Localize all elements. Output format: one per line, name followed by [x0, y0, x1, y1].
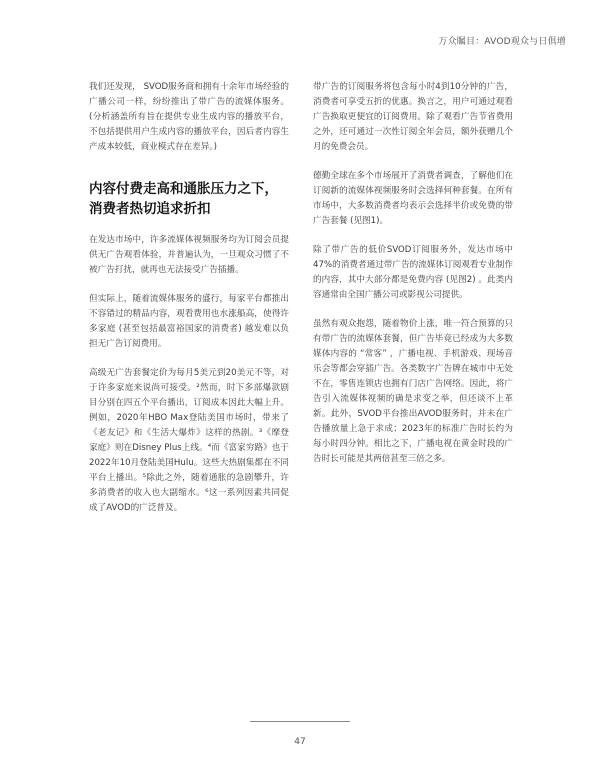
body-paragraph: 高级无广告套餐定价为每月5美元到20美元不等，对于许多家庭来说尚可接受。²然而，时下多部爆款剧目分别在四五个平台播出，订阅成本因此大幅上升。例如，2020年HBO Max登陆美国市场时，带来了《老友记》和《生活大爆炸》这样的热剧。³《摩登家庭》则在Disney Plus上线。⁴而《富家穷路》也于2022年10月登陆美国Hulu。这些大热剧集都在不同平台上播出。⁵除此之外，随着通胀的急剧攀升，许多消费者的收入也大副缩水。⁶这一系列因素共同促成了AVOD的广泛普及。 [89, 368, 289, 513]
left-column [89, 80, 289, 530]
body-paragraph: 除了带广告的低价SVOD订阅服务外，发达市场中47%的消费者通过带广告的流媒体订阅观看专业制作的内容，其中大部分都是免费内容 (见图2) 。此类内容通常由全国广播公司或影视公司提供。 [313, 245, 513, 300]
body-paragraph: 但实际上，随着流媒体服务的盛行，每家平台都推出不容错过的精品内容，观看费用也水涨船高，使得许多家庭 (甚至包括最富裕国家的消费者) 越发难以负担无广告订阅费用。 [89, 294, 289, 349]
right-column [313, 80, 513, 481]
body-paragraph: 带广告的订阅服务将包含每小时4到10分钟的广告，消费者可享受五折的优惠。换言之，用户可通过观看广告换取更便宜的订阅费用。除了观看广告节省费用之外，还可通过一次性订阅全年会员，额外获赠几个月的免费会员。 [313, 82, 513, 152]
page-number: 47 [294, 737, 306, 747]
running-header: 万众瞩目：AVOD观众与日俱增 [438, 37, 566, 47]
body-paragraph: 德勤全球在多个市场展开了消费者调查，了解他们在订阅新的流媒体视频服务时会选择何种套餐。在所有市场中，大多数消费者均表示会选择半价或免费的带广告套餐 (见图1)。 [313, 171, 513, 226]
body-paragraph: 在发达市场中，许多流媒体视频服务均为订阅会员提供无广告观看体验，并普遍认为，一旦观众习惯了不被广告打扰，就再也无法接受广告插播。 [89, 235, 289, 275]
body-paragraph: 虽然有观众抱怨，随着物价上涨，唯一符合预算的只有带广告的流媒体套餐，但广告毕竟已经成为大多数媒体内容的 “常客” ，广播电视、手机游戏、现场音乐会等都会穿插广告。各类数字广告牌在城市中无处不在，零售连锁店也拥有门店广告网络。因此，将广告引入流媒体视频的确是求变之举，但还谈不上革新。此外，SVOD平台推出AVOD服务时，并未在广告播放量上急于求成；2023年的标准广告时长约为每小时四分钟。相比之下，广播电视在黄金时段的广告时长可能是其两倍甚至三倍之多。 [313, 319, 513, 464]
footer-divider [250, 721, 350, 722]
intro-paragraph: 我们还发现， SVOD服务商和拥有十余年市场经验的广播公司一样，纷纷推出了带广告的流媒体服务。(分析涵盖所有旨在提供专业生成内容的播放平台，不包括提供用户生成内容的播放平台，因后者内容生产成本较低，商业模式存在差异。) [89, 82, 289, 152]
section-heading: 内容付费走高和通胀压力之下，消费者热切追求折扣 [89, 181, 278, 217]
